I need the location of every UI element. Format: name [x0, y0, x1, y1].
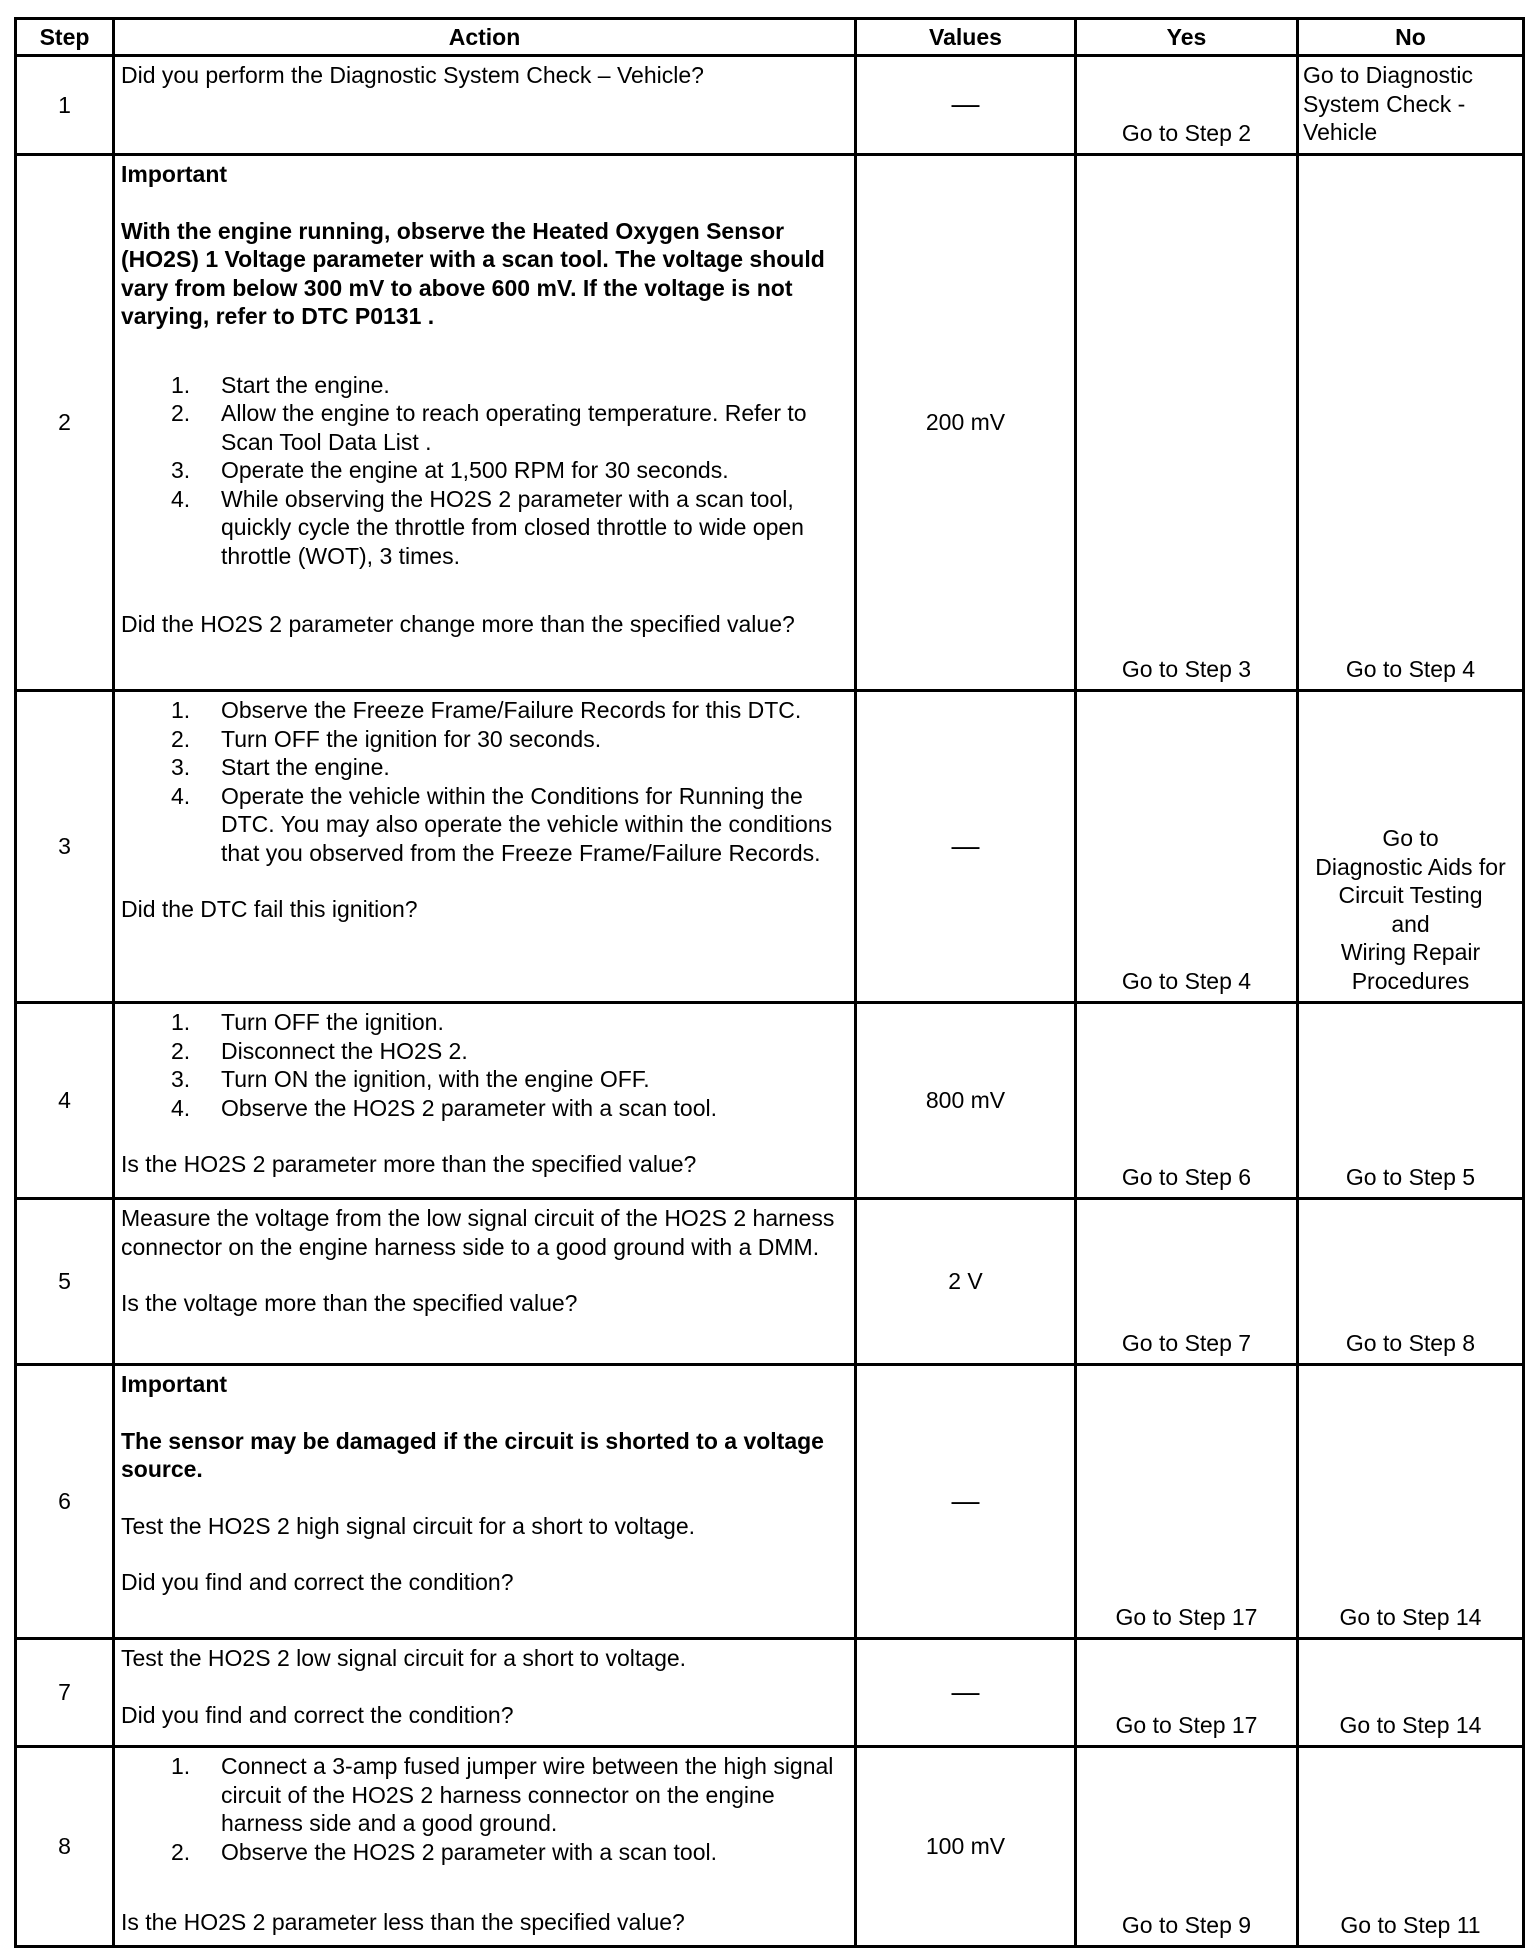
no-line: Procedures [1351, 967, 1470, 994]
action-cell [114, 1199, 856, 1365]
value-text: — [951, 1675, 980, 1707]
step-number: 1 [16, 56, 114, 155]
value-text: 100 mV [925, 1833, 1006, 1860]
yes-link[interactable]: Go to Step 7 [1076, 1199, 1298, 1365]
yes-link[interactable]: Go to Step 4 [1076, 691, 1298, 1003]
question-text: Did you find and correct the condition? [121, 1701, 514, 1728]
procedure-list [121, 1008, 848, 1122]
action-cell [114, 1365, 856, 1639]
no-line: Diagnostic Aids for [1315, 853, 1506, 880]
header-yes: Yes [1076, 19, 1298, 56]
important-label: Important [121, 161, 228, 187]
value-text: 200 mV [925, 409, 1006, 436]
value-cell [856, 1639, 1076, 1747]
no-line: Wiring Repair [1340, 939, 1481, 965]
header-values: Values [856, 19, 1076, 56]
question-text: Did the DTC fail this ignition? [121, 896, 418, 922]
no-line: and [1391, 910, 1430, 937]
value-text: 2 V [948, 1268, 983, 1295]
list-item: 2. Observe the HO2S 2 parameter with a scan tool. [171, 1838, 718, 1865]
list-item: 1. Observe the Freeze Frame/Failure Records for this DTC. [171, 697, 802, 723]
no-line: Go to Diagnostic [1303, 62, 1474, 88]
value-cell [856, 1199, 1076, 1365]
value-cell [856, 1747, 1076, 1947]
step-number: 3 [16, 691, 114, 1003]
yes-link[interactable]: Go to Step 9 [1076, 1747, 1298, 1947]
question-text: Did you find and correct the condition? [121, 1569, 514, 1595]
step-number: 8 [16, 1747, 114, 1947]
no-line: Vehicle [1303, 119, 1378, 145]
no-link[interactable]: Go to Step 5 [1298, 1003, 1524, 1199]
table-row [16, 1199, 1524, 1365]
action-cell [114, 1003, 856, 1199]
important-text: The sensor may be damaged if the circuit is shorted to a voltage source. [121, 1427, 824, 1482]
step-number: 7 [16, 1639, 114, 1747]
value-cell [856, 56, 1076, 155]
no-link[interactable]: Go to Step 4 [1298, 155, 1524, 691]
step-number: 4 [16, 1003, 114, 1199]
action-text: Measure the voltage from the low signal circuit of the HO2S 2 harness connector on the engine harness side to a good ground with a DMM. [121, 1205, 835, 1260]
list-item: 1. Start the engine. [171, 371, 390, 398]
question-text: Is the HO2S 2 parameter more than the specified value? [121, 1151, 697, 1177]
question-text: Is the voltage more than the specified value? [121, 1290, 578, 1316]
list-item: 1. Connect a 3-amp fused jumper wire between the high signal circuit of the HO2S 2 harness connector on the engine harness side and a good ground. [171, 1753, 834, 1836]
step-number: 6 [16, 1365, 114, 1639]
table-row [16, 1747, 1524, 1947]
table-row [16, 1639, 1524, 1747]
yes-link[interactable]: Go to Step 6 [1076, 1003, 1298, 1199]
header-no: No [1298, 19, 1524, 56]
important-label: Important [121, 1371, 228, 1397]
no-link[interactable] [1298, 691, 1524, 1003]
yes-link[interactable]: Go to Step 17 [1076, 1639, 1298, 1747]
action-cell [114, 1747, 856, 1947]
no-line: Go to [1382, 825, 1439, 851]
diagnostic-table [14, 17, 1525, 1948]
action-cell [114, 155, 856, 691]
no-link[interactable]: Go to Step 11 [1298, 1747, 1524, 1947]
header-row [16, 19, 1524, 56]
procedure-list [121, 1752, 848, 1866]
table-row [16, 56, 1524, 155]
no-line: System Check - [1303, 90, 1466, 117]
value-cell [856, 1365, 1076, 1639]
list-item: 2. Turn OFF the ignition for 30 seconds. [171, 725, 602, 752]
no-link[interactable]: Go to Step 14 [1298, 1639, 1524, 1747]
list-item: 3. Start the engine. [171, 754, 390, 780]
list-item: 4. Operate the vehicle within the Conditions for Running the DTC. You may also operate the vehicle within the conditions that you observed from the Freeze Frame/Failure Records. [171, 782, 833, 866]
list-item: 4. Observe the HO2S 2 parameter with a scan tool. [171, 1094, 718, 1121]
value-cell [856, 1003, 1076, 1199]
question-text: Is the HO2S 2 parameter less than the specified value? [121, 1909, 685, 1935]
list-item: 3. Turn ON the ignition, with the engine OFF. [171, 1066, 650, 1092]
no-link[interactable] [1298, 56, 1524, 155]
yes-link[interactable]: Go to Step 2 [1076, 56, 1298, 155]
value-cell [856, 691, 1076, 1003]
value-cell [856, 155, 1076, 691]
header-step: Step [16, 19, 114, 56]
value-text: — [951, 1484, 980, 1516]
no-link[interactable]: Go to Step 8 [1298, 1199, 1524, 1365]
table-row [16, 155, 1524, 691]
table-row [16, 1365, 1524, 1639]
list-item: 4. While observing the HO2S 2 parameter with a scan tool, quickly cycle the throttle from closed throttle to wide open throttle (WOT), 3 times. [171, 485, 804, 569]
list-item: 2. Disconnect the HO2S 2. [171, 1037, 468, 1064]
header-action: Action [114, 19, 856, 56]
value-text: — [951, 829, 980, 861]
procedure-list [121, 696, 848, 867]
table-row [16, 1003, 1524, 1199]
action-cell [114, 691, 856, 1003]
step-number: 5 [16, 1199, 114, 1365]
diagnostic-table-container [14, 17, 1522, 1948]
yes-link[interactable]: Go to Step 3 [1076, 155, 1298, 691]
list-item: 1. Turn OFF the ignition. [171, 1009, 444, 1035]
action-text: Did you perform the Diagnostic System Check – Vehicle? [121, 62, 704, 88]
action-text: Test the HO2S 2 high signal circuit for a short to voltage. [121, 1512, 696, 1539]
value-text: — [951, 88, 980, 120]
list-item: 2. Allow the engine to reach operating temperature. Refer to Scan Tool Data List . [171, 400, 807, 455]
important-text: With the engine running, observe the Heated Oxygen Sensor (HO2S) 1 Voltage parameter with a scan tool. The voltage should vary from below 300 mV to above 600 mV. If the voltage is not varying, refer to DTC P0131 . [121, 217, 825, 329]
step-number: 2 [16, 155, 114, 691]
value-text: 800 mV [925, 1087, 1006, 1114]
action-cell [114, 1639, 856, 1747]
question-text: Did the HO2S 2 parameter change more than the specified value? [121, 611, 795, 637]
procedure-list [121, 371, 848, 571]
no-line: Circuit Testing [1338, 882, 1483, 908]
action-text: Test the HO2S 2 low signal circuit for a short to voltage. [121, 1645, 687, 1671]
action-cell [114, 56, 856, 155]
list-item: 3. Operate the engine at 1,500 RPM for 30 seconds. [171, 457, 729, 483]
no-link[interactable]: Go to Step 14 [1298, 1365, 1524, 1639]
table-row [16, 691, 1524, 1003]
yes-link[interactable]: Go to Step 17 [1076, 1365, 1298, 1639]
